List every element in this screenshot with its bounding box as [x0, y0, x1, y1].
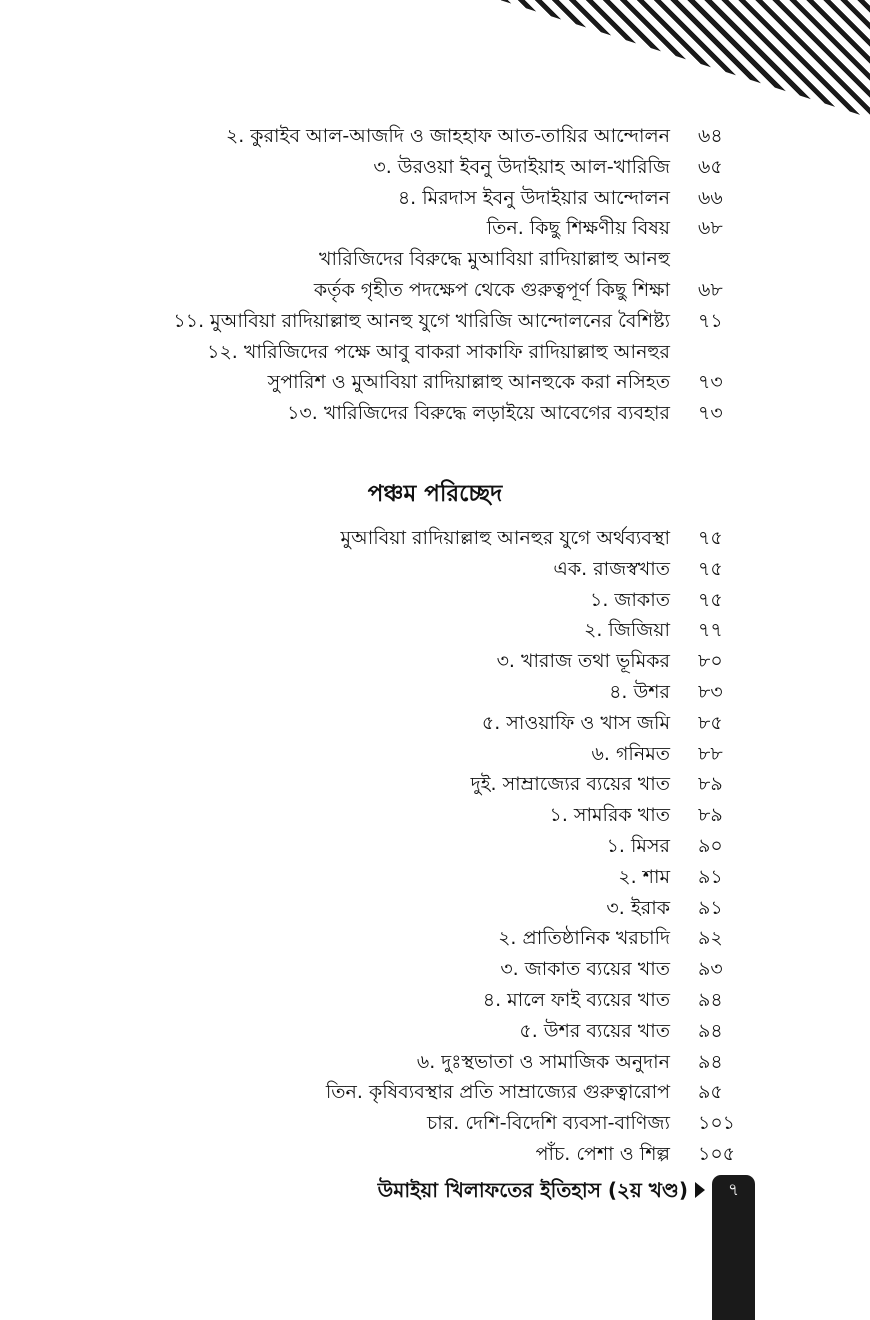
- toc-entry-title: ৩. ইরাক: [606, 896, 670, 919]
- toc-entry[interactable]: [0, 1077, 870, 1108]
- toc-entry-title: সুপারিশ ও মুআবিয়া রাদিয়াল্লাহু আনহুকে করা নসিহত: [267, 371, 670, 394]
- toc-entry-title: চার. দেশি-বিদেশি ব্যবসা-বাণিজ্য: [427, 1112, 670, 1135]
- toc-entry-page: ৬৬: [698, 186, 723, 209]
- toc-entry-title: এক. রাজস্বখাত: [553, 557, 670, 580]
- toc-entry[interactable]: [0, 769, 870, 800]
- toc-entry[interactable]: [0, 862, 870, 893]
- toc-entry-title: ২. জিজিয়া: [583, 619, 670, 642]
- toc-entry[interactable]: [0, 183, 870, 214]
- toc-entry[interactable]: [0, 923, 870, 954]
- toc-entry-page: ৯১: [698, 896, 723, 919]
- footer-book-title: উমাইয়া খিলাফতের ইতিহাস (২য় খণ্ড): [377, 1178, 688, 1202]
- toc-entry[interactable]: [0, 1047, 870, 1078]
- toc-entry-page: ৮৫: [698, 711, 723, 734]
- toc-section-top: [0, 121, 870, 429]
- toc-entry-title: ১. জাকাত: [590, 588, 670, 611]
- toc-entry[interactable]: [0, 585, 870, 616]
- toc-entry-page: ১০৫: [698, 1142, 736, 1165]
- toc-entry-page: ৯২: [698, 927, 723, 950]
- toc-entry-page: ৭৭: [698, 619, 723, 642]
- toc-entry-page: ৯৪: [698, 988, 723, 1011]
- toc-entry-page: ৭৫: [698, 557, 723, 580]
- toc-entry[interactable]: [0, 337, 870, 368]
- toc-entry[interactable]: [0, 244, 870, 275]
- toc-entry[interactable]: [0, 893, 870, 924]
- decorative-stripes: [500, 0, 870, 118]
- chapter-heading: পঞ্চম পরিচ্ছেদ: [367, 480, 503, 507]
- toc-entry-title: ৪. মিরদাস ইবনু উদাইয়ার আন্দোলন: [397, 186, 670, 209]
- toc-entry[interactable]: [0, 954, 870, 985]
- toc-entry-title: ১২. খারিজিদের পক্ষে আবু বাকরা সাকাফি রাদিয়াল্লাহু আনহুর: [207, 340, 670, 363]
- toc-entry[interactable]: [0, 800, 870, 831]
- toc-entry-title: ৪. উশর: [609, 680, 670, 703]
- toc-entry[interactable]: [0, 523, 870, 554]
- toc-entry-page: ৬৮: [698, 217, 723, 240]
- toc-entry-title: মুআবিয়া রাদিয়াল্লাহু আনহুর যুগে অর্থব্যবস্থা: [340, 526, 670, 549]
- toc-entry-title: কর্তৃক গৃহীত পদক্ষেপ থেকে গুরুত্বপূর্ণ কিছু শিক্ষা: [313, 278, 670, 301]
- toc-entry-page: ৮৯: [698, 773, 723, 796]
- toc-entry-page: ৬৫: [698, 155, 723, 178]
- toc-entry[interactable]: [0, 615, 870, 646]
- page-number: ৭: [727, 1180, 740, 1200]
- toc-entry[interactable]: [0, 1016, 870, 1047]
- toc-entry[interactable]: [0, 554, 870, 585]
- toc-entry-title: ২. কুরাইব আল-আজদি ও জাহহাফ আত-তায়ির আন্দোলন: [225, 125, 670, 147]
- toc-entry[interactable]: [0, 831, 870, 862]
- toc-entry[interactable]: [0, 367, 870, 398]
- toc-entry-title: ১. মিসর: [606, 834, 670, 857]
- play-triangle-icon: [695, 1182, 705, 1198]
- toc-entry-page: ৮৮: [698, 742, 723, 765]
- toc-entry-title: পাঁচ. পেশা ও শিল্প: [535, 1142, 670, 1165]
- toc-entry-title: ৬. গনিমত: [591, 742, 670, 765]
- toc-entry-page: ৭৫: [698, 588, 723, 611]
- toc-entry-page: ৯৪: [698, 1019, 723, 1042]
- toc-entry-page: ৭৩: [698, 402, 723, 425]
- toc-entry-page: ৭৩: [698, 371, 723, 394]
- toc-entry-page: ৮৩: [698, 680, 723, 703]
- toc-entry[interactable]: [0, 213, 870, 244]
- toc-entry[interactable]: [0, 1108, 870, 1139]
- toc-entry-title: ৪. মালে ফাই ব্যয়ের খাত: [482, 988, 670, 1011]
- toc-entry-page: ৯৩: [698, 958, 723, 981]
- toc-entry-title: ৩. উরওয়া ইবনু উদাইয়াহ আল-খারিজি: [373, 155, 670, 178]
- toc-entry-page: ৭৫: [698, 526, 723, 549]
- toc-entry[interactable]: [0, 398, 870, 429]
- toc-entry-title: ১১. মুআবিয়া রাদিয়াল্লাহু আনহু যুগে খারিজি আন্দোলনের বৈশিষ্ট্য: [173, 309, 670, 332]
- toc-entry-title: ৫. সাওয়াফি ও খাস জমি: [481, 711, 670, 734]
- toc-entry[interactable]: [0, 708, 870, 739]
- toc-entry[interactable]: [0, 306, 870, 337]
- toc-entry-page: ৮০: [698, 650, 723, 673]
- toc-entry-title: খারিজিদের বিরুদ্ধে মুআবিয়া রাদিয়াল্লাহু আনহু: [319, 248, 670, 271]
- toc-entry[interactable]: [0, 1139, 870, 1170]
- toc-entry-title: তিন. কৃষিব্যবস্থার প্রতি সাম্রাজ্যের গুরুত্বারোপ: [325, 1081, 670, 1104]
- toc-entry[interactable]: [0, 646, 870, 677]
- table-of-contents: [0, 121, 870, 1170]
- toc-entry-page: ৭১: [698, 309, 723, 332]
- toc-entry-page: ৯৪: [698, 1050, 723, 1073]
- toc-entry-title: ৩. জাকাত ব্যয়ের খাত: [500, 958, 670, 981]
- toc-entry-title: ৩. খারাজ তথা ভূমিকর: [496, 650, 670, 673]
- toc-section-bottom: [0, 523, 870, 1170]
- toc-entry-title: ১. সামরিক খাত: [549, 804, 670, 827]
- toc-entry-page: ৬৮: [698, 278, 723, 301]
- toc-entry[interactable]: [0, 121, 870, 152]
- toc-entry-page: ৯১: [698, 865, 723, 888]
- toc-entry-title: তিন. কিছু শিক্ষণীয় বিষয়: [486, 217, 670, 240]
- toc-entry[interactable]: [0, 677, 870, 708]
- toc-entry-title: দুই. সাম্রাজ্যের ব্যয়ের খাত: [470, 773, 670, 796]
- toc-entry-page: ৯৫: [698, 1081, 723, 1104]
- toc-entry[interactable]: [0, 275, 870, 306]
- toc-entry[interactable]: [0, 739, 870, 770]
- toc-entry-title: ৬. দুঃস্থভাতা ও সামাজিক অনুদান: [416, 1050, 670, 1073]
- toc-entry-page: ৮৯: [698, 804, 723, 827]
- toc-entry[interactable]: [0, 985, 870, 1016]
- toc-entry-page: ৯০: [698, 834, 723, 857]
- toc-entry-page: ৬৪: [698, 125, 723, 147]
- toc-entry-title: ২. শাম: [618, 865, 670, 888]
- chapter-heading-block: [0, 429, 870, 523]
- toc-entry-page: ১০১: [698, 1112, 736, 1135]
- toc-entry-title: ২. প্রাতিষ্ঠানিক খরচাদি: [498, 927, 670, 950]
- toc-entry-title: ১৩. খারিজিদের বিরুদ্ধে লড়াইয়ে আবেগের ব্যবহার: [287, 402, 670, 425]
- toc-entry[interactable]: [0, 152, 870, 183]
- toc-entry-title: ৫. উশর ব্যয়ের খাত: [519, 1019, 670, 1042]
